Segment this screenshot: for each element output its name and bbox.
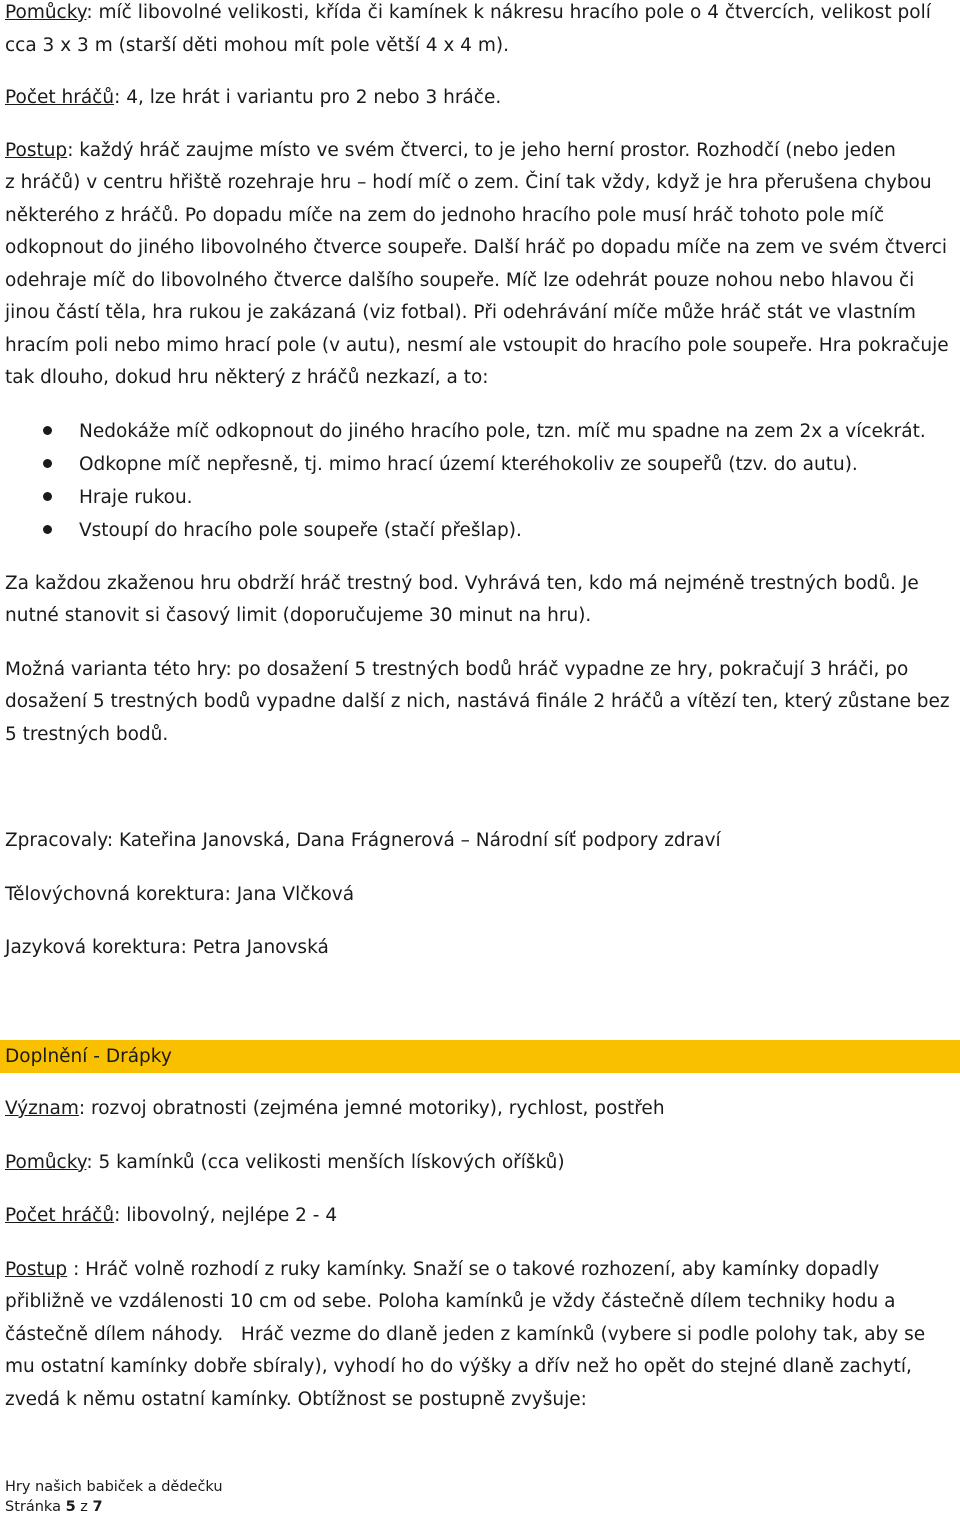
postup2-label: Postup — [5, 1258, 68, 1280]
bullet-icon — [43, 525, 52, 534]
pocet-label: Počet hráčů — [5, 87, 115, 108]
pocet2-text: : libovolný, nejlépe 2 - 4 — [114, 1205, 338, 1226]
pocet2-paragraph — [5, 1200, 953, 1233]
variant-paragraph — [5, 654, 953, 752]
postup-line-3: některého z hráčů. Po dopadu míče na zem do jednoho hracího pole musí hráč tohoto pole míč — [5, 204, 885, 226]
postup-line-6: jinou částí těla, hra rukou je zakázaná (viz fotbal). Při odehrávání míče může hráč stát ve vlastním — [5, 302, 916, 323]
bullet-icon — [43, 459, 52, 468]
vyznam-paragraph — [5, 1093, 953, 1126]
pomucky2-paragraph — [5, 1147, 953, 1180]
pocet-paragraph — [5, 82, 953, 115]
credits-pe-review: Tělovýchovná korektura: Jana Vlčková — [5, 883, 355, 905]
penalty-line-1: Za každou zkaženou hru obdrží hráč trestný bod. Vyhrává ten, kdo má nejméně trestných bodů. Je — [5, 572, 919, 594]
postup2-line-2: přibližně ve vzdálenosti 10 cm od sebe. Poloha kamínků je vždy částečně dílem techniky hodu a — [5, 1291, 896, 1312]
variant-line-3: 5 trestných bodů. — [5, 723, 169, 745]
list-item: Odkopne míč nepřesně, tj. mimo hrací území kteréhokoliv ze soupeřů (tzv. do autu). — [5, 448, 953, 481]
variant-line-2: dosažení 5 trestných bodů vypadne další z nich, nastává finále 2 hráčů a vítězí ten, který zůstane bez — [5, 691, 950, 712]
total-pages: 7 — [92, 1499, 103, 1515]
postup-line-8: tak dlouho, dokud hru některý z hráčů nezkazí, a to: — [5, 367, 489, 388]
rules-list — [5, 415, 953, 547]
credits-authors: Zpracovaly: Kateřina Janovská, Dana Frágnerová – Národní síť podpory zdraví — [5, 830, 721, 851]
credits-language-review: Jazyková korektura: Petra Janovská — [5, 937, 329, 958]
vyznam-label: Význam — [5, 1098, 79, 1119]
postup-line-2: z hráčů) v centru hřiště rozehraje hru – hodí míč o zem. Činí tak vždy, když je hra přerušena chybou — [5, 172, 932, 193]
footer-title: Hry našich babiček a dědečku — [5, 1479, 223, 1495]
pomucky-label: Pomůcky — [5, 2, 87, 23]
page-footer — [5, 1477, 223, 1517]
postup-line-1: : každý hráč zaujme místo ve svém čtverci, to je jeho herní prostor. Rozhodčí (nebo jeden — [67, 139, 896, 161]
postup-paragraph — [5, 135, 953, 395]
section-heading: Doplnění - Drápky — [5, 1046, 172, 1067]
postup2-line-5: zvedá k němu ostatní kamínky. Obtížnost se postupně zvyšuje: — [5, 1388, 587, 1410]
pomucky2-label: Pomůcky — [5, 1151, 87, 1173]
postup2-line-3: částečně dílem náhody. Hráč vezme do dlaně jeden z kamínků (vybere si podle polohy tak, aby se — [5, 1323, 926, 1345]
pomucky2-text: : 5 kamínků (cca velikosti menších lískových oříšků) — [86, 1151, 565, 1173]
postup-line-7: hracím poli nebo mimo hrací pole (v autu), nesmí ale vstoupit do hracího pole soupeře. Hra pokračuje — [5, 334, 949, 356]
pomucky-paragraph — [5, 0, 953, 62]
postup-label: Postup — [5, 139, 68, 161]
postup-line-4: odkopnout do jiného libovolného čtverce soupeře. Další hráč po dopadu míče na zem ve svém čtverci — [5, 237, 948, 258]
pomucky-text-2: cca 3 x 3 m (starší děti mohou mít pole větší 4 x 4 m). — [5, 34, 509, 56]
page-number: Stránka 5 z 7 — [5, 1499, 103, 1515]
penalty-line-2: nutné stanovit si časový limit (doporučujeme 30 minut na hru). — [5, 605, 592, 626]
postup-line-5: odehraje míč do libovolného čtverce dalšího soupeře. Míč lze odehrát pouze nohou nebo hlavou či — [5, 269, 915, 291]
variant-line-1: Možná varianta této hry: po dosažení 5 trestných bodů hráč vypadne ze hry, pokračují 3 hráči, po — [5, 658, 909, 680]
bullet-icon — [43, 426, 52, 435]
penalty-paragraph — [5, 568, 953, 633]
postup2-line-4: mu ostatní kamínky dobře sbíraly), vyhodí ho do výšky a dřív než ho opět do stejné dlaně zachytí, — [5, 1356, 912, 1377]
bullet-icon — [43, 492, 52, 501]
list-item: Hraje rukou. — [5, 481, 953, 514]
postup2-paragraph — [5, 1254, 953, 1417]
pomucky-text: : míč libovolné velikosti, křída či kamínek k nákresu hracího pole o 4 čtvercích, velikost polí — [86, 2, 931, 23]
game2-section — [5, 1040, 953, 1416]
pocet-text: : 4, lze hrát i variantu pro 2 nebo 3 hráče. — [114, 87, 502, 108]
vyznam-text: : rozvoj obratnosti (zejména jemné motoriky), rychlost, postřeh — [78, 1098, 665, 1119]
pocet2-label: Počet hráčů — [5, 1205, 115, 1226]
postup2-line-1: : Hráč volně rozhodí z ruky kamínky. Snaží se o takové rozhození, aby kamínky dopadly — [67, 1258, 880, 1280]
current-page: 5 — [65, 1499, 76, 1515]
document-body — [5, 0, 953, 965]
list-item: Nedokáže míč odkopnout do jiného hracího pole, tzn. míč mu spadne na zem 2x a vícekrát. — [5, 415, 953, 448]
list-item: Vstoupí do hracího pole soupeře (stačí přešlap). — [5, 514, 953, 547]
